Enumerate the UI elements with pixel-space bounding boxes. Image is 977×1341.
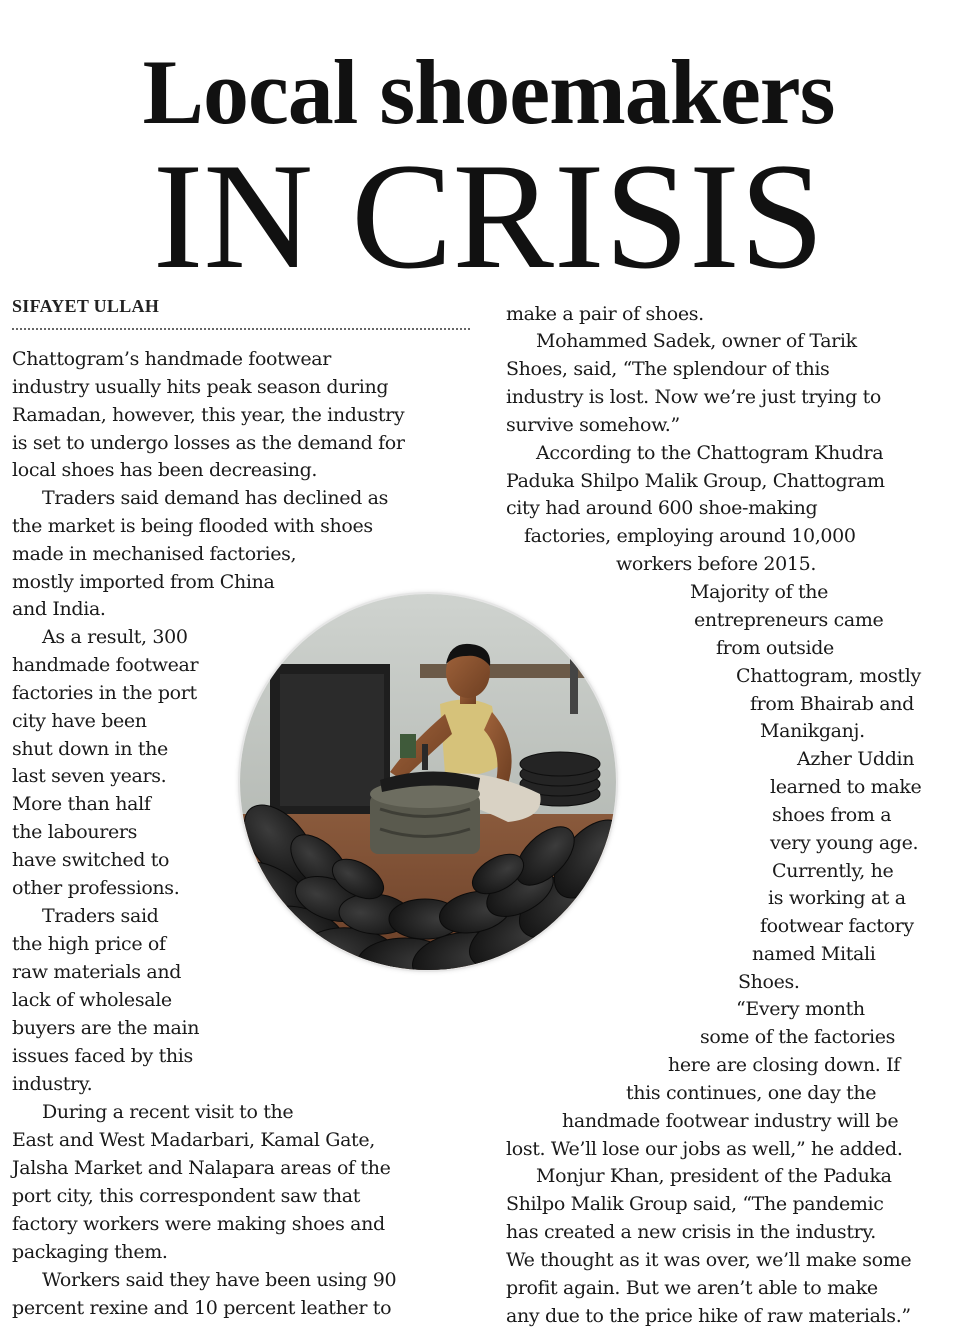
body-line: Ramadan, however, this year, the industry — [12, 404, 405, 426]
body-line: Manikganj. — [760, 720, 865, 742]
byline: SIFAYET ULLAH — [12, 296, 160, 316]
body-line: is set to undergo losses as the demand for — [12, 432, 405, 454]
body-line: from outside — [716, 637, 834, 659]
body-line: is working at a — [768, 887, 906, 909]
body-line: port city, this correspondent saw that — [12, 1185, 361, 1207]
byline-divider — [12, 328, 470, 330]
body-line: factories in the port — [12, 682, 197, 704]
body-line: industry. — [12, 1073, 93, 1095]
body-line: here are closing down. If — [668, 1054, 900, 1076]
body-line: has created a new crisis in the industry. — [506, 1221, 876, 1243]
body-line: the market is being flooded with shoes — [12, 515, 373, 537]
body-line: city had around 600 shoe-making — [506, 497, 818, 519]
body-line: any due to the price hike of raw materials.” — [506, 1305, 911, 1327]
article-photo — [240, 594, 616, 970]
body-line: industry is lost. Now we’re just trying to — [506, 386, 881, 408]
body-line: very young age. — [770, 832, 919, 854]
headline-line-1: Local shoemakers — [142, 41, 835, 143]
body-line: Majority of the — [690, 581, 829, 603]
body-line: factory workers were making shoes and — [12, 1213, 385, 1235]
body-line: Mohammed Sadek, owner of Tarik — [536, 330, 857, 352]
body-line: Traders said demand has declined as — [42, 487, 388, 509]
body-line: Azher Uddin — [797, 748, 915, 770]
body-line: handmade footwear — [12, 654, 199, 676]
body-line: Monjur Khan, president of the Paduka — [536, 1165, 892, 1187]
body-line: city have been — [12, 710, 147, 732]
body-line: Paduka Shilpo Malik Group, Chattogram — [506, 470, 885, 492]
body-line: Jalsha Market and Nalapara areas of the — [12, 1157, 391, 1179]
body-line: More than half — [12, 793, 151, 815]
body-line: named Mitali — [752, 943, 876, 965]
body-line: last seven years. — [12, 765, 167, 787]
body-line: “Every month — [736, 998, 865, 1020]
body-line: factories, employing around 10,000 — [524, 525, 856, 547]
body-line: Shoes, said, “The splendour of this — [506, 358, 830, 380]
body-line: some of the factories — [700, 1026, 896, 1048]
body-line: the high price of — [12, 933, 166, 955]
body-line: issues faced by this — [12, 1045, 193, 1067]
body-line: from Bhairab and — [750, 693, 914, 715]
body-line: percent rexine and 10 percent leather to — [12, 1297, 392, 1319]
headline-line-2: IN CRISIS — [152, 132, 825, 300]
body-line: entrepreneurs came — [694, 609, 884, 631]
body-line: made in mechanised factories, — [12, 543, 297, 565]
body-line: workers before 2015. — [616, 553, 817, 575]
shoemaker-photo-illustration — [240, 594, 616, 970]
body-line: Shilpo Malik Group said, “The pandemic — [506, 1193, 884, 1215]
body-line: mostly imported from China — [12, 571, 275, 593]
body-line: learned to make — [770, 776, 922, 798]
body-line: other professions. — [12, 877, 180, 899]
body-line: packaging them. — [12, 1241, 168, 1263]
body-line: Shoes. — [738, 971, 800, 993]
body-line: As a result, 300 — [42, 626, 188, 648]
body-line: shoes from a — [772, 804, 892, 826]
body-line: make a pair of shoes. — [506, 303, 704, 325]
body-line: East and West Madarbari, Kamal Gate, — [12, 1129, 375, 1151]
body-line: the labourers — [12, 821, 138, 843]
body-line: shut down in the — [12, 738, 168, 760]
body-line: Currently, he — [772, 860, 894, 882]
body-line: handmade footwear industry will be — [562, 1110, 899, 1132]
body-line: Traders said — [42, 905, 159, 927]
body-line: this continues, one day the — [626, 1082, 877, 1104]
body-line: We thought as it was over, we’ll make some — [506, 1249, 912, 1271]
body-line: Chattogram’s handmade footwear — [12, 348, 331, 370]
body-line: During a recent visit to the — [42, 1101, 294, 1123]
body-line: lack of wholesale — [12, 989, 172, 1011]
body-line: According to the Chattogram Khudra — [536, 442, 884, 464]
body-line: Workers said they have been using 90 — [42, 1269, 397, 1291]
body-line: profit again. But we aren’t able to make — [506, 1277, 878, 1299]
body-line: footwear factory — [760, 915, 914, 937]
body-line: have switched to — [12, 849, 170, 871]
body-line: Chattogram, mostly — [736, 665, 921, 687]
body-line: industry usually hits peak season during — [12, 376, 389, 398]
body-line: buyers are the main — [12, 1017, 200, 1039]
body-line: raw materials and — [12, 961, 182, 983]
body-line: lost. We’ll lose our jobs as well,” he added. — [506, 1138, 903, 1160]
body-line: and India. — [12, 598, 106, 620]
body-line: local shoes has been decreasing. — [12, 459, 318, 481]
body-line: survive somehow.” — [506, 414, 680, 436]
